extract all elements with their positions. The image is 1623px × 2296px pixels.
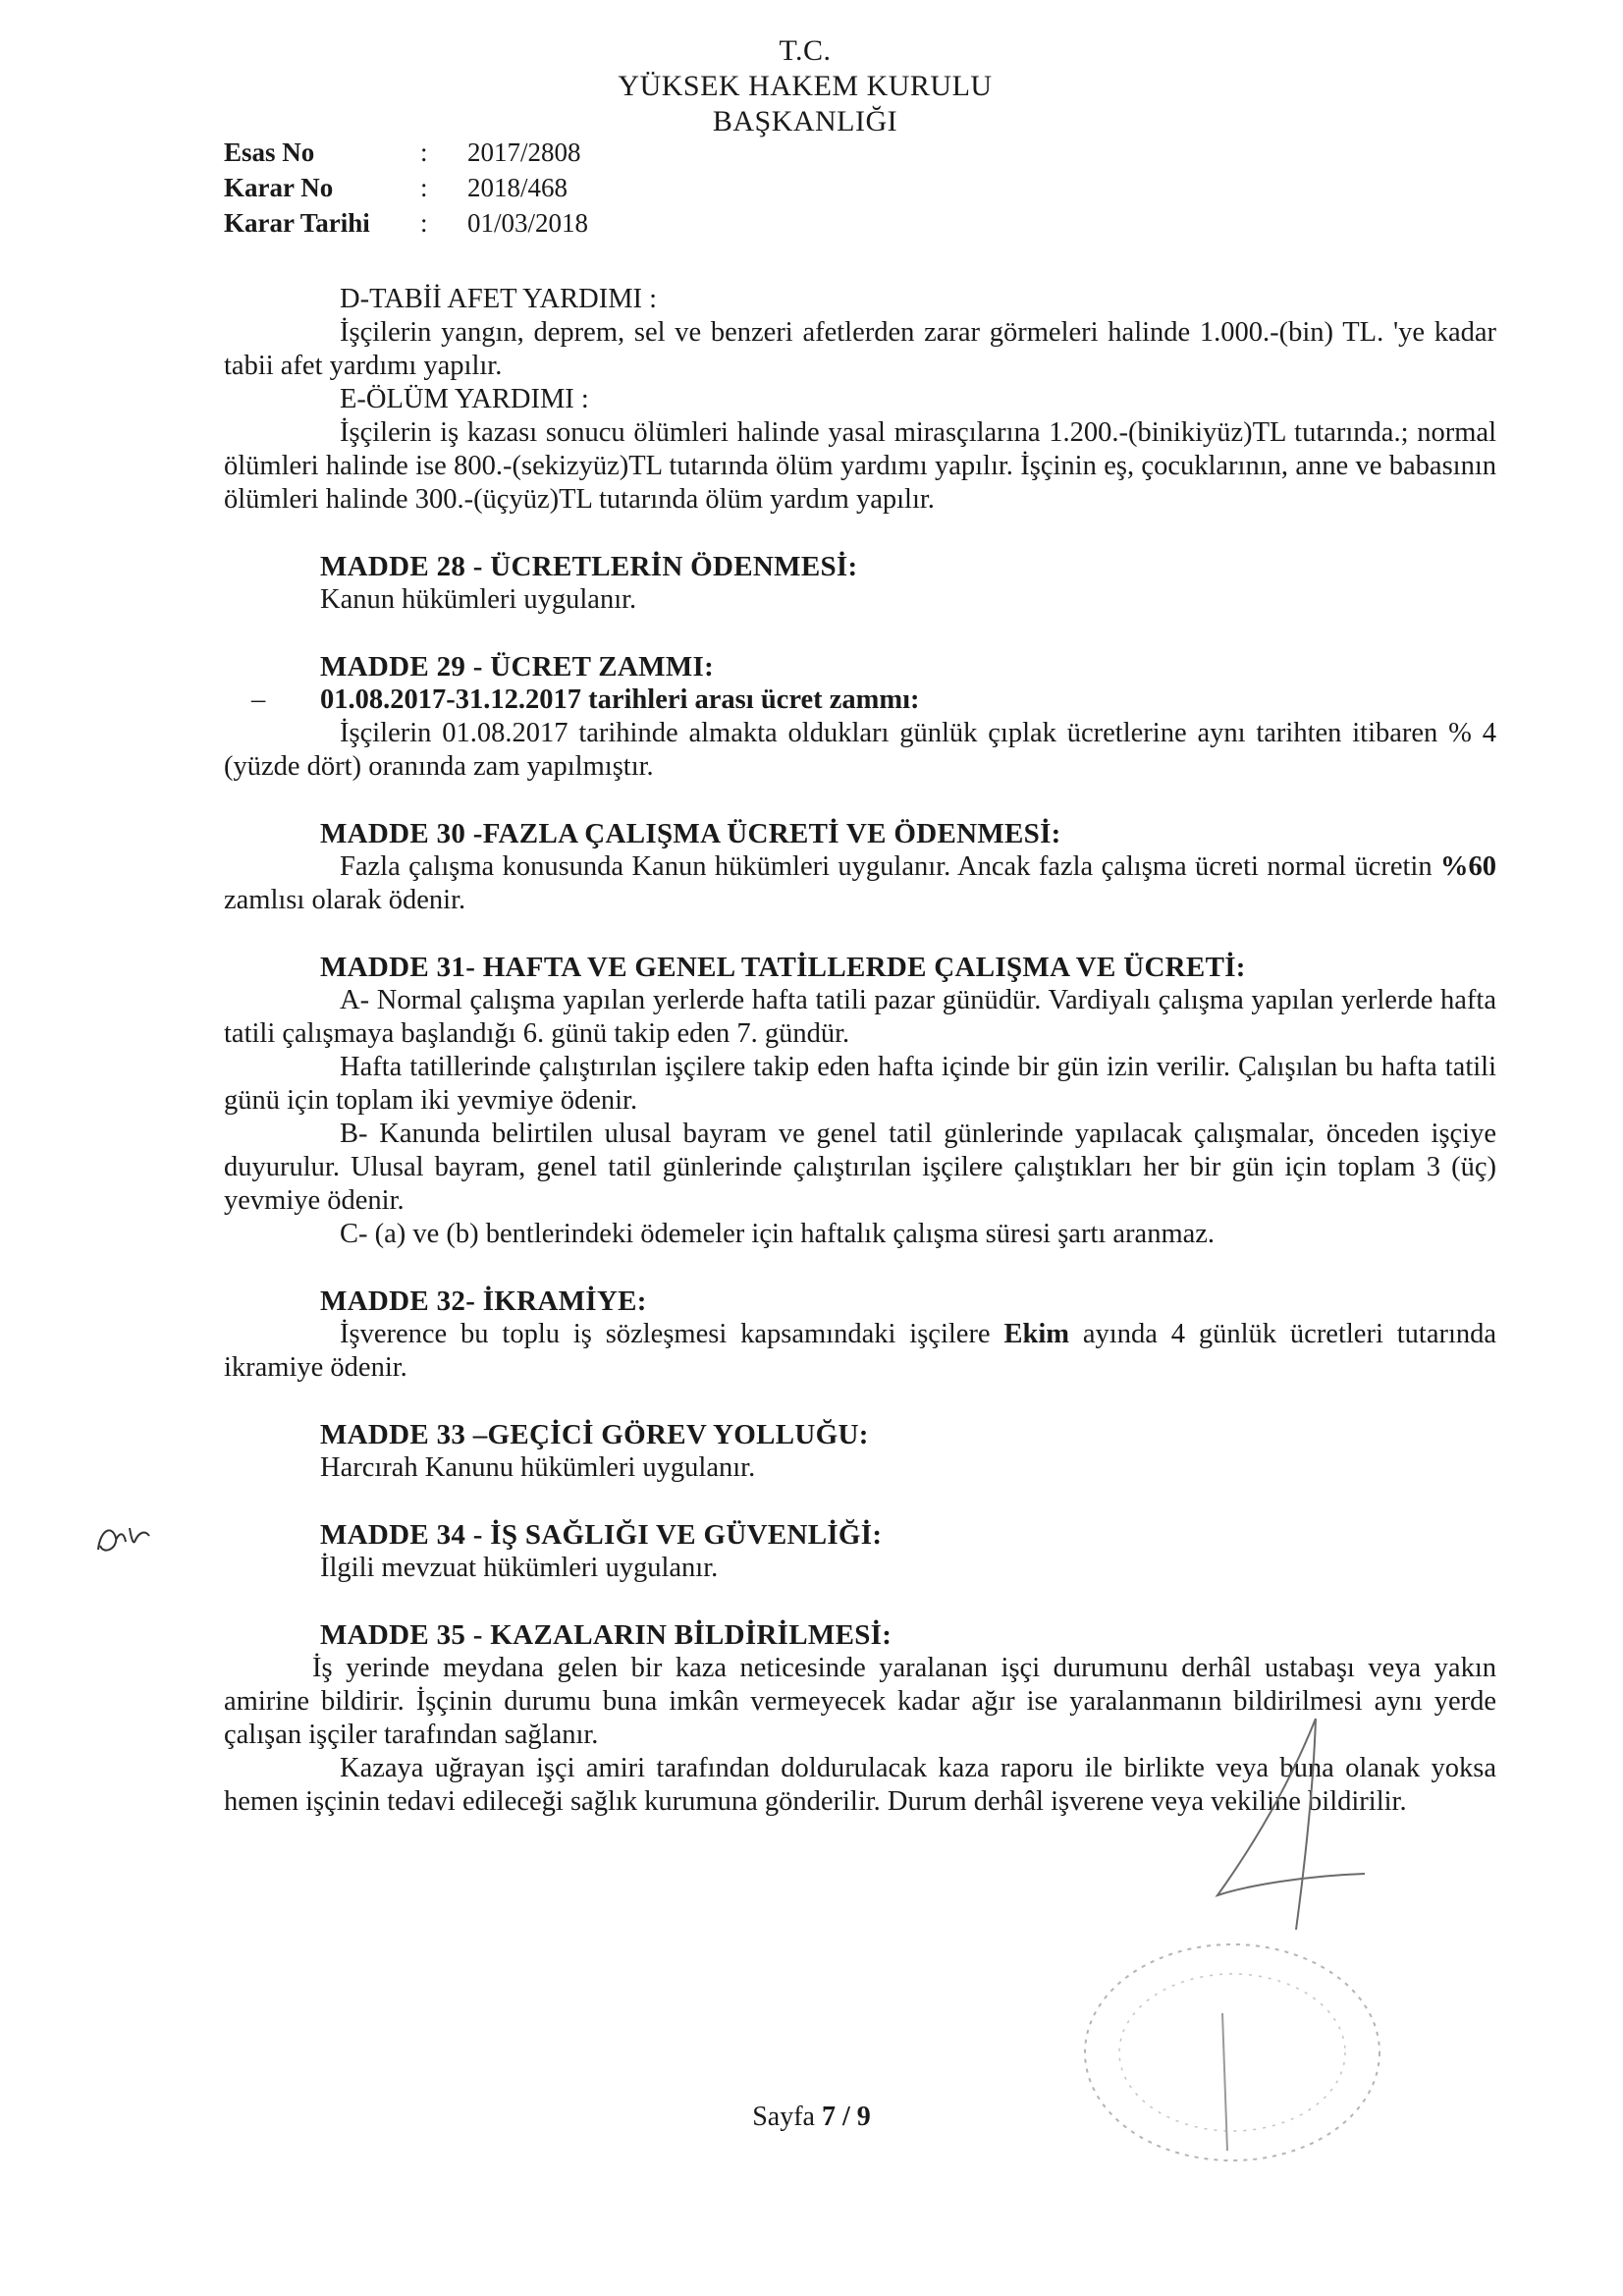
madde-29-title: MADDE 29 - ÜCRET ZAMMI:	[320, 651, 715, 683]
header-tc: T.C.	[779, 34, 832, 67]
case-metadata	[224, 135, 588, 241]
page-footer	[0, 2102, 1623, 2133]
madde-30-title: MADDE 30 -FAZLA ÇALIŞMA ÜCRETİ VE ÖDENMESİ:	[320, 818, 1061, 849]
esas-label: Esas No	[224, 137, 315, 167]
madde-32-text-c: ayında 4 günlük ücretleri tutarında ikramiye ödenir.	[224, 1319, 1497, 1383]
madde-30-text-c: zamlısı olarak ödenir.	[224, 885, 466, 915]
madde-28-text: Kanun hükümleri uygulanır.	[320, 584, 637, 615]
madde-31-a: A- Normal çalışma yapılan yerlerde hafta tatili pazar günüdür. Vardiyalı çalışma yapılan yerlerde hafta tatili çalışmaya başlandığı 6. günü takip eden 7. gündür.	[224, 985, 1496, 1049]
madde-32-title: MADDE 32- İKRAMİYE:	[320, 1285, 647, 1317]
tarih-row	[224, 205, 588, 241]
madde-34-title: MADDE 34 - İŞ SAĞLIĞI VE GÜVENLİĞİ:	[320, 1519, 883, 1551]
margin-initials-signature	[90, 1510, 159, 1567]
madde-33-title: MADDE 33 –GEÇİCİ GÖREV YOLLUĞU:	[320, 1419, 869, 1450]
page-number: 7 / 9	[821, 2102, 871, 2132]
section-e-text: İşçilerin iş kazası sonucu ölümleri halinde yasal mirasçılarına 1.200.-(binikiyüz)TL tutarında.; normal ölümleri halinde ise 800.-(sekizyüz)TL tutarında ölüm yardımı yapılır. İşçinin eş, çocuklarının, anne ve babasının ölümleri halinde 300.-(üçyüz)TL tutarında ölüm yardım yapılır.	[224, 417, 1496, 515]
madde-30-rate: %60	[1440, 851, 1497, 882]
madde-34-text: İlgili mevzuat hükümleri uygulanır.	[320, 1553, 719, 1583]
document-body	[224, 283, 1496, 1819]
madde-32-text	[224, 1318, 1496, 1385]
tarih-value: 01/03/2018	[467, 208, 589, 238]
header-institution: YÜKSEK HAKEM KURULU	[618, 70, 993, 102]
madde-33-text: Harcırah Kanunu hükümleri uygulanır.	[320, 1452, 756, 1483]
tarih-colon: :	[420, 208, 428, 238]
esas-row	[224, 135, 588, 170]
madde-31-title: MADDE 31- HAFTA VE GENEL TATİLLERDE ÇALIŞMA VE ÜCRETİ:	[320, 952, 1246, 983]
madde-35-text-2: Kazaya uğrayan işçi amiri tarafından doldurulacak kaza raporu ile birlikte veya buna olanak yoksa hemen işçinin tedavi edileceği sağlık kurumuna gönderilir. Durum derhâl işverene veya vekiline bildirilir.	[224, 1753, 1496, 1817]
madde-29-subtitle-text: 01.08.2017-31.12.2017 tarihleri arası ücret zammı:	[320, 684, 920, 715]
dash-bullet: –	[251, 684, 266, 715]
madde-35-title: MADDE 35 - KAZALARIN BİLDİRİLMESİ:	[320, 1619, 893, 1651]
madde-28-title: MADDE 28 - ÜCRETLERİN ÖDENMESİ:	[320, 551, 858, 582]
karar-label: Karar No	[224, 173, 334, 202]
document-header	[550, 33, 1060, 139]
madde-35-text-1: İş yerinde meydana gelen bir kaza neticesinde yaralanan işçi durumunu derhâl ustabaşı veya yakın amirine bildirir. İşçinin durumu buna imkân vermeyecek kadar ağır ise yaralanmanın bildirilmesi aynı yerde çalışan işçiler tarafından sağlanır.	[224, 1653, 1496, 1750]
madde-31-c: C- (a) ve (b) bentlerindeki ödemeler için haftalık çalışma süresi şartı aranmaz.	[340, 1219, 1216, 1249]
madde-30-text	[224, 850, 1496, 917]
karar-value: 2018/468	[467, 173, 568, 202]
madde-31-a2: Hafta tatillerinde çalıştırılan işçilere takip eden hafta içinde bir gün izin verilir. Çalışılan bu hafta tatili günü için toplam iki yevmiye ödenir.	[224, 1052, 1496, 1116]
madde-29-subtitle	[224, 683, 1496, 717]
madde-31-b: B- Kanunda belirtilen ulusal bayram ve genel tatil günlerinde yapılacak çalışmalar, önceden işçiye duyurulur. Ulusal bayram, genel tatil günlerinde çalıştırılan işçilere çalıştıkları her bir gün için toplam 3 (üç) yevmiye ödenir.	[224, 1119, 1496, 1216]
tarih-label: Karar Tarihi	[224, 208, 370, 238]
signature	[1159, 1699, 1384, 1935]
header-department: BAŞKANLIĞI	[712, 105, 898, 137]
section-d-title: D-TABİİ AFET YARDIMI :	[340, 284, 658, 314]
madde-32-month: Ekim	[1003, 1319, 1070, 1349]
section-e-title: E-ÖLÜM YARDIMI :	[340, 384, 589, 414]
page-label: Sayfa	[752, 2102, 815, 2132]
karar-row	[224, 170, 588, 205]
esas-value: 2017/2808	[467, 137, 581, 167]
madde-29-text: İşçilerin 01.08.2017 tarihinde almakta oldukları günlük çıplak ücretlerine aynı tarihten itibaren % 4 (yüzde dört) oranında zam yapılmıştır.	[224, 718, 1496, 782]
madde-30-text-a: Fazla çalışma konusunda Kanun hükümleri uygulanır. Ancak fazla çalışma ücreti normal ücretin	[340, 851, 1433, 882]
karar-colon: :	[420, 173, 428, 202]
madde-32-text-a: İşverence bu toplu iş sözleşmesi kapsamındaki işçilere	[340, 1319, 991, 1349]
section-d-text: İşçilerin yangın, deprem, sel ve benzeri afetlerden zarar görmeleri halinde 1.000.-(bin) TL. 'ye kadar tabii afet yardımı yapılır.	[224, 317, 1496, 381]
faded-stamp	[1060, 1925, 1394, 2180]
esas-colon: :	[420, 137, 428, 167]
